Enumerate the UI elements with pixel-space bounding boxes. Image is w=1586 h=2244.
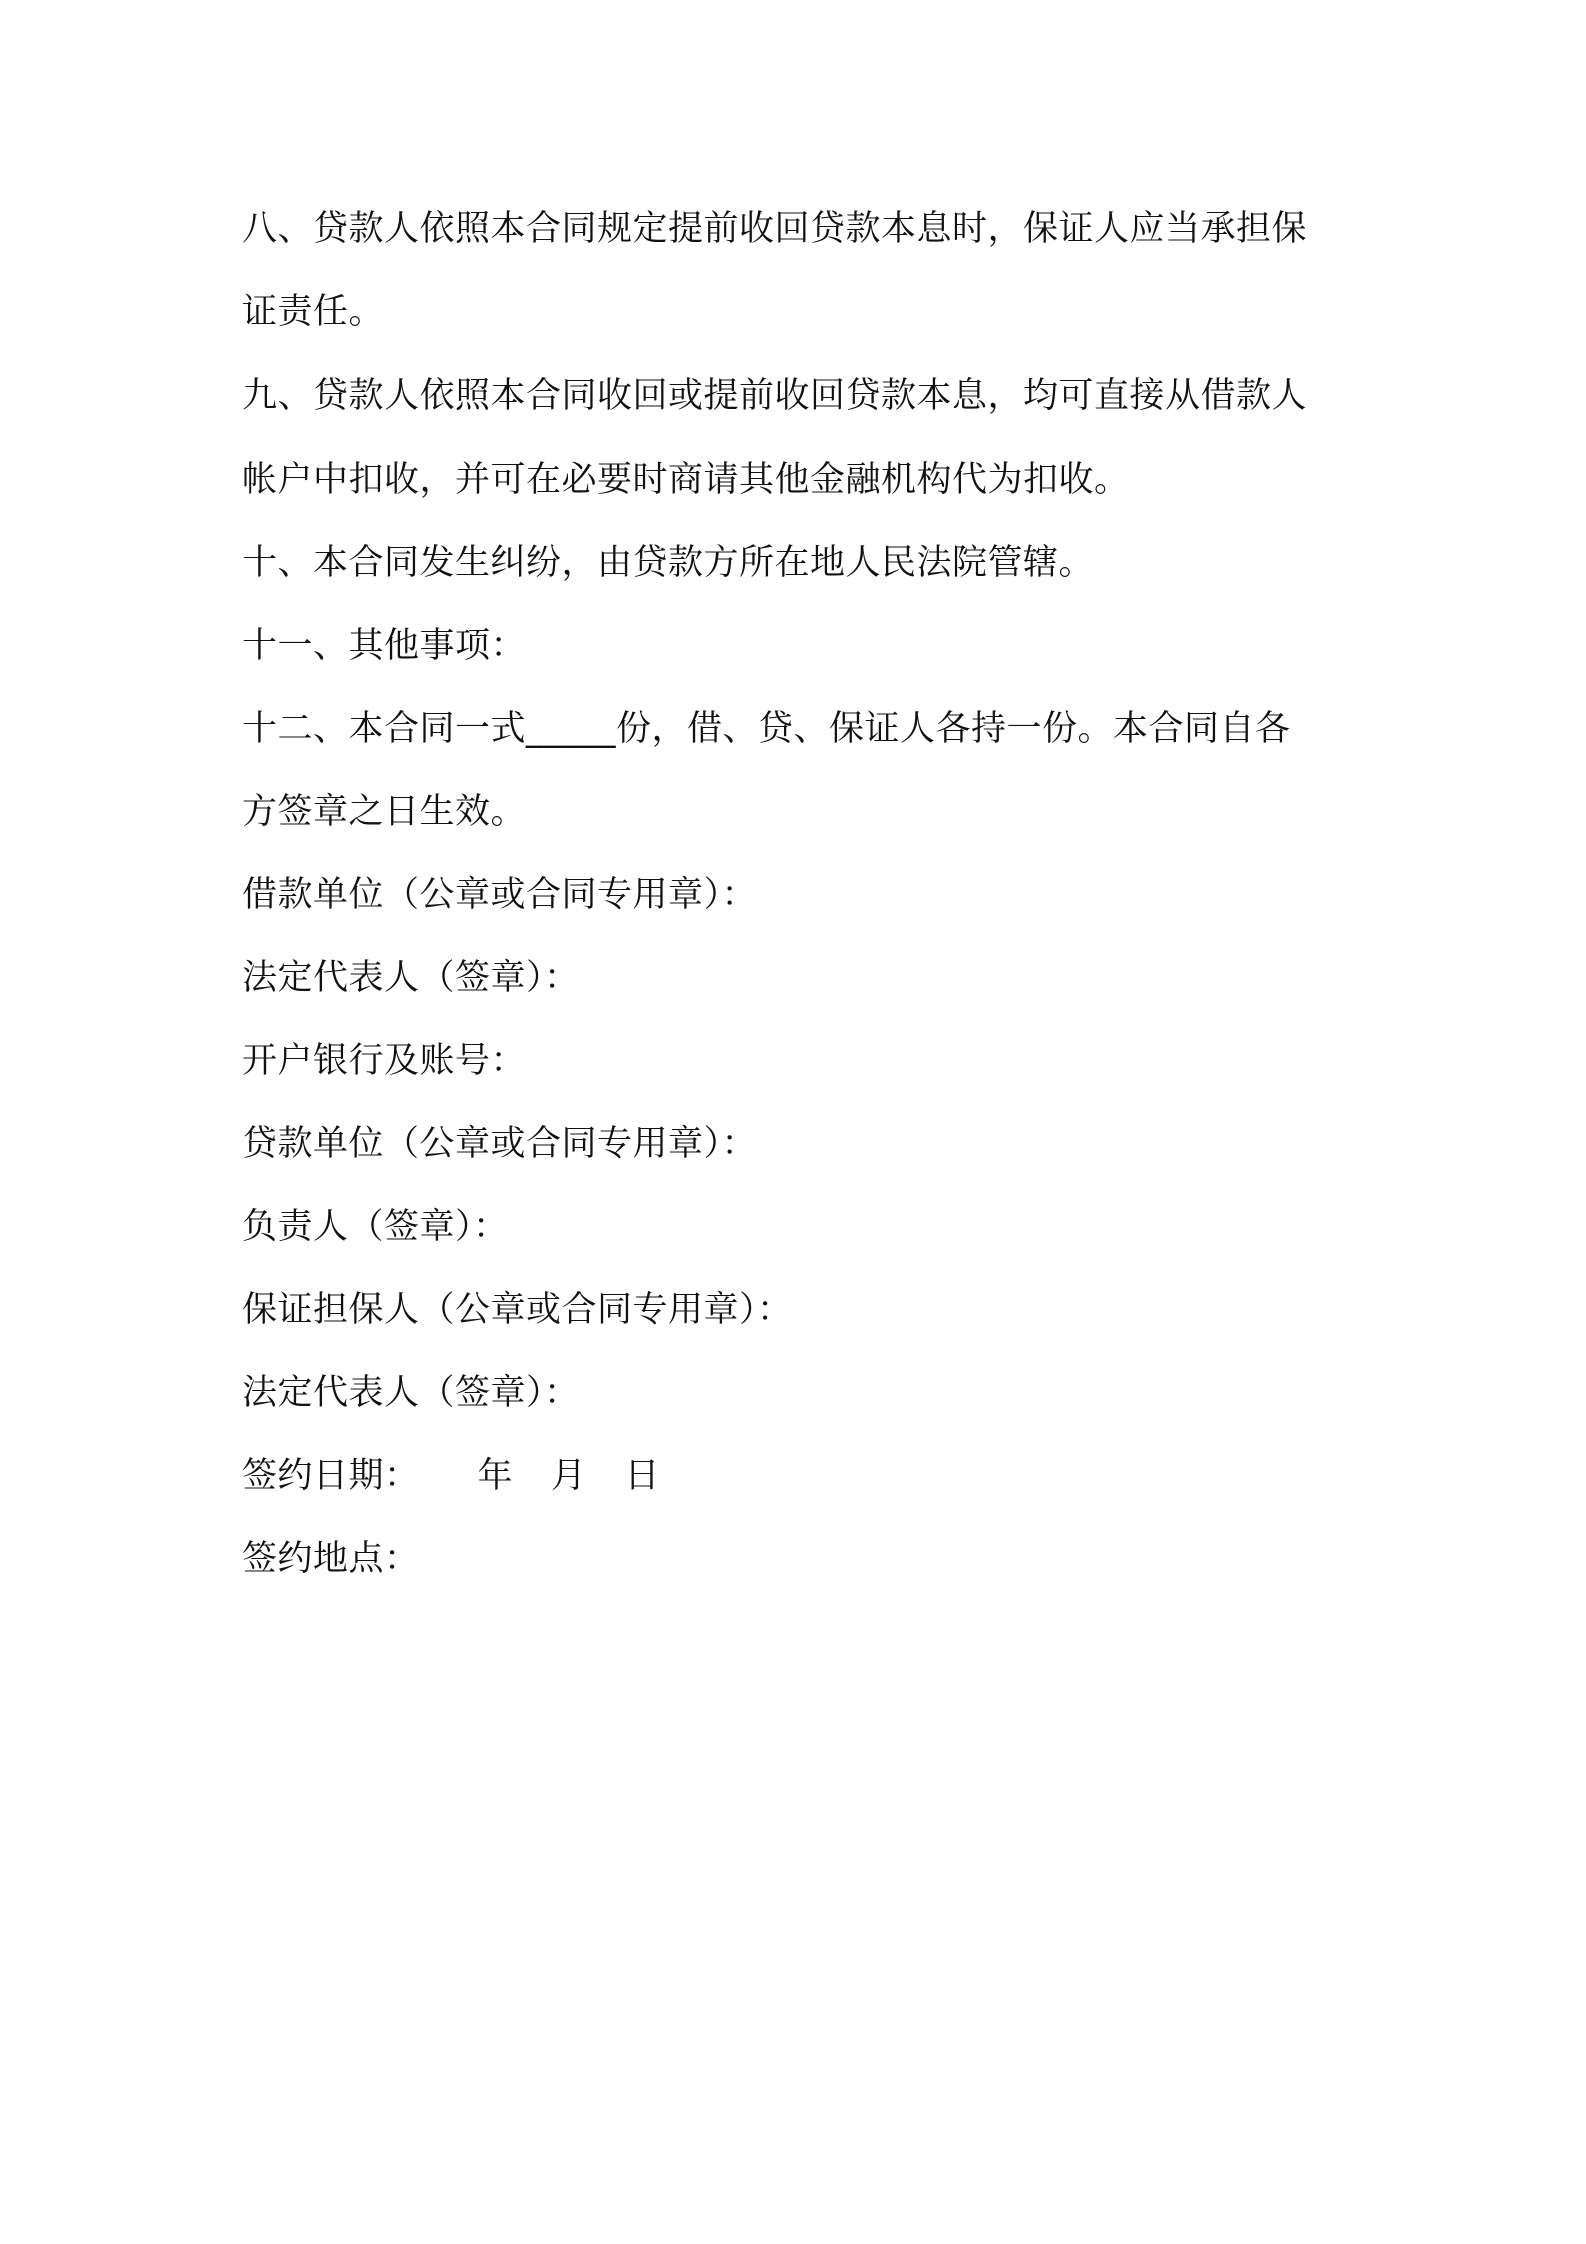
sign-date-month: 月 (551, 1456, 587, 1496)
lender-unit-signature: 贷款单位（公章或合同专用章）： (242, 1124, 758, 1164)
clause-9-line-2: 帐户中扣收，并可在必要时商请其他金融机构代为扣收。 (242, 460, 1130, 500)
sign-date-day: 日 (624, 1456, 661, 1496)
clause-8-line-1: 八、贷款人依照本合同规定提前收回贷款本息时，保证人应当承担保 (242, 209, 1308, 249)
clause-10: 十、本合同发生纠纷，由贷款方所在地人民法院管辖。 (242, 543, 1095, 583)
lender-responsible-signature: 负责人（签章）： (242, 1207, 509, 1247)
sign-date-label: 签约日期： (242, 1456, 420, 1496)
clause-12-line-1: 十二、本合同一式_____份，借、贷、保证人各持一份。本合同自各 (242, 709, 1291, 749)
borrower-unit-signature: 借款单位（公章或合同专用章）： (242, 875, 758, 915)
guarantor-legal-rep-signature: 法定代表人（签章）： (242, 1373, 580, 1413)
sign-date-row (242, 1454, 660, 1498)
guarantor-signature: 保证担保人（公章或合同专用章）： (242, 1290, 793, 1330)
clause-9-line-1: 九、贷款人依照本合同收回或提前收回贷款本息，均可直接从借款人 (242, 376, 1308, 416)
clause-11: 十一、其他事项： (242, 626, 527, 666)
sign-date-year: 年 (477, 1456, 514, 1496)
clause-8-line-2: 证责任。 (242, 292, 385, 332)
bank-account-field: 开户银行及账号： (242, 1041, 527, 1081)
clause-12-line-2: 方签章之日生效。 (242, 792, 527, 832)
borrower-legal-rep-signature: 法定代表人（签章）： (242, 958, 580, 998)
sign-place-field: 签约地点： (242, 1539, 420, 1579)
